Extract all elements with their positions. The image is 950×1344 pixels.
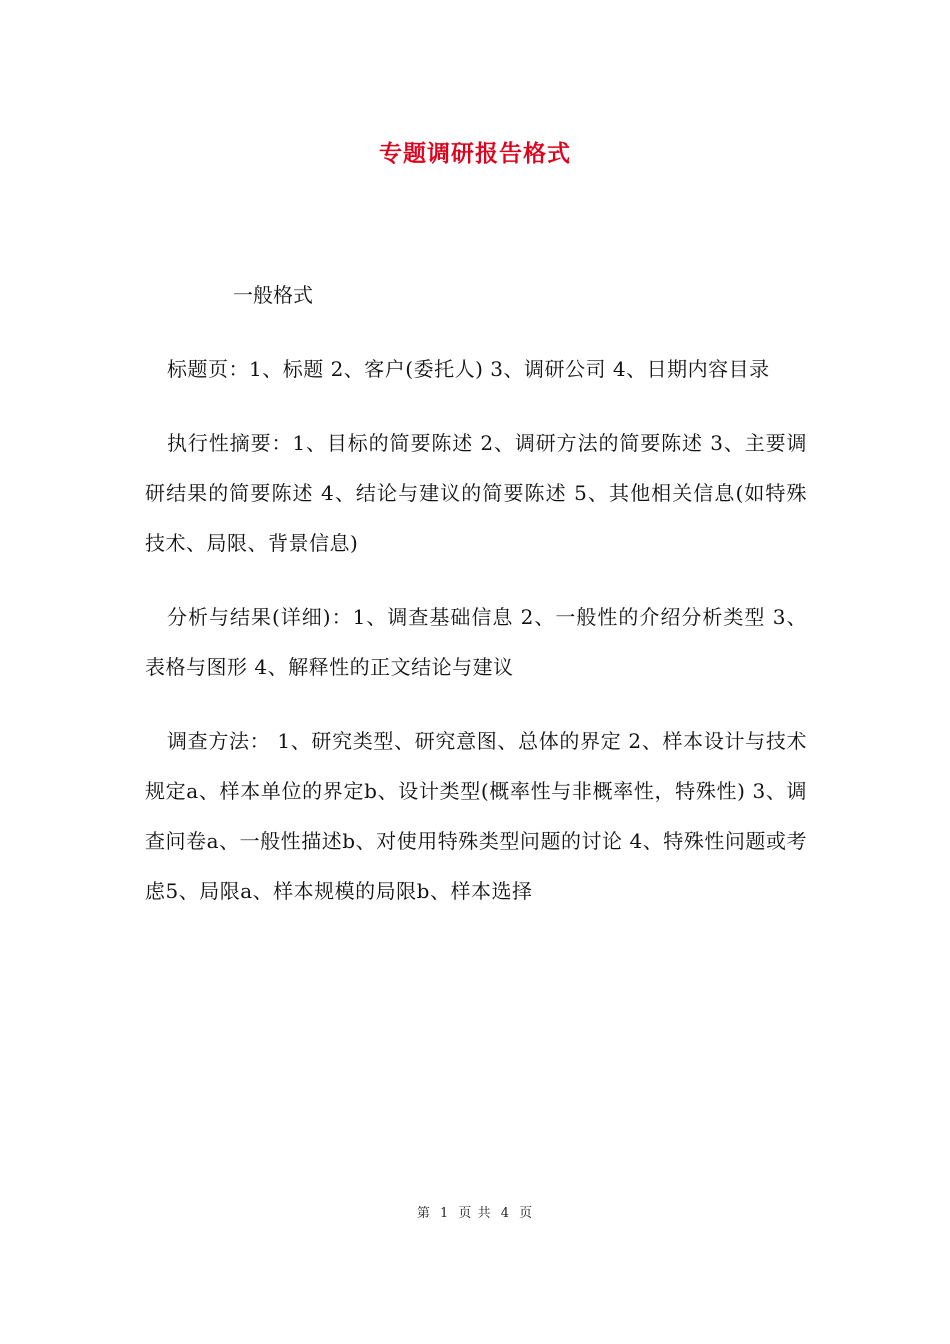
paragraph-title-page: 标题页：1、标题 2、客户(委托人) 3、调研公司 4、日期内容目录 — [167, 357, 770, 381]
paragraph-analysis-results: 分析与结果(详细)：1、调查基础信息 2、一般性的介绍分析类型 3、表格与图形 4、解释性的正文结论与建议 — [145, 605, 807, 679]
page-footer — [0, 1204, 950, 1224]
section-heading: 一般格式 — [233, 283, 313, 307]
footer-current-page: 1 — [440, 1206, 450, 1221]
footer-total-pages: 4 — [500, 1206, 510, 1221]
document-body — [145, 270, 807, 940]
footer-prefix: 第 — [416, 1206, 431, 1221]
document-title: 专题调研报告格式 — [379, 140, 571, 167]
paragraph-executive-summary: 执行性摘要：1、目标的简要陈述 2、调研方法的简要陈述 3、主要调研结果的简要陈述 4、结论与建议的简要陈述 5、其他相关信息(如特殊技术、局限、背景信息) — [145, 431, 807, 555]
footer-suffix: 页 — [519, 1206, 534, 1221]
paragraph-survey-methods: 调查方法： 1、研究类型、研究意图、总体的界定 2、样本设计与技术规定a、样本单位的界定b、设计类型(概率性与非概率性，特殊性) 3、调查问卷a、一般性描述b、对使用特殊类型问题的讨论 4、特殊性问题或考虑5、局限a、样本规模的局限b、样本选择 — [145, 729, 807, 903]
footer-middle: 页 共 — [458, 1206, 492, 1221]
